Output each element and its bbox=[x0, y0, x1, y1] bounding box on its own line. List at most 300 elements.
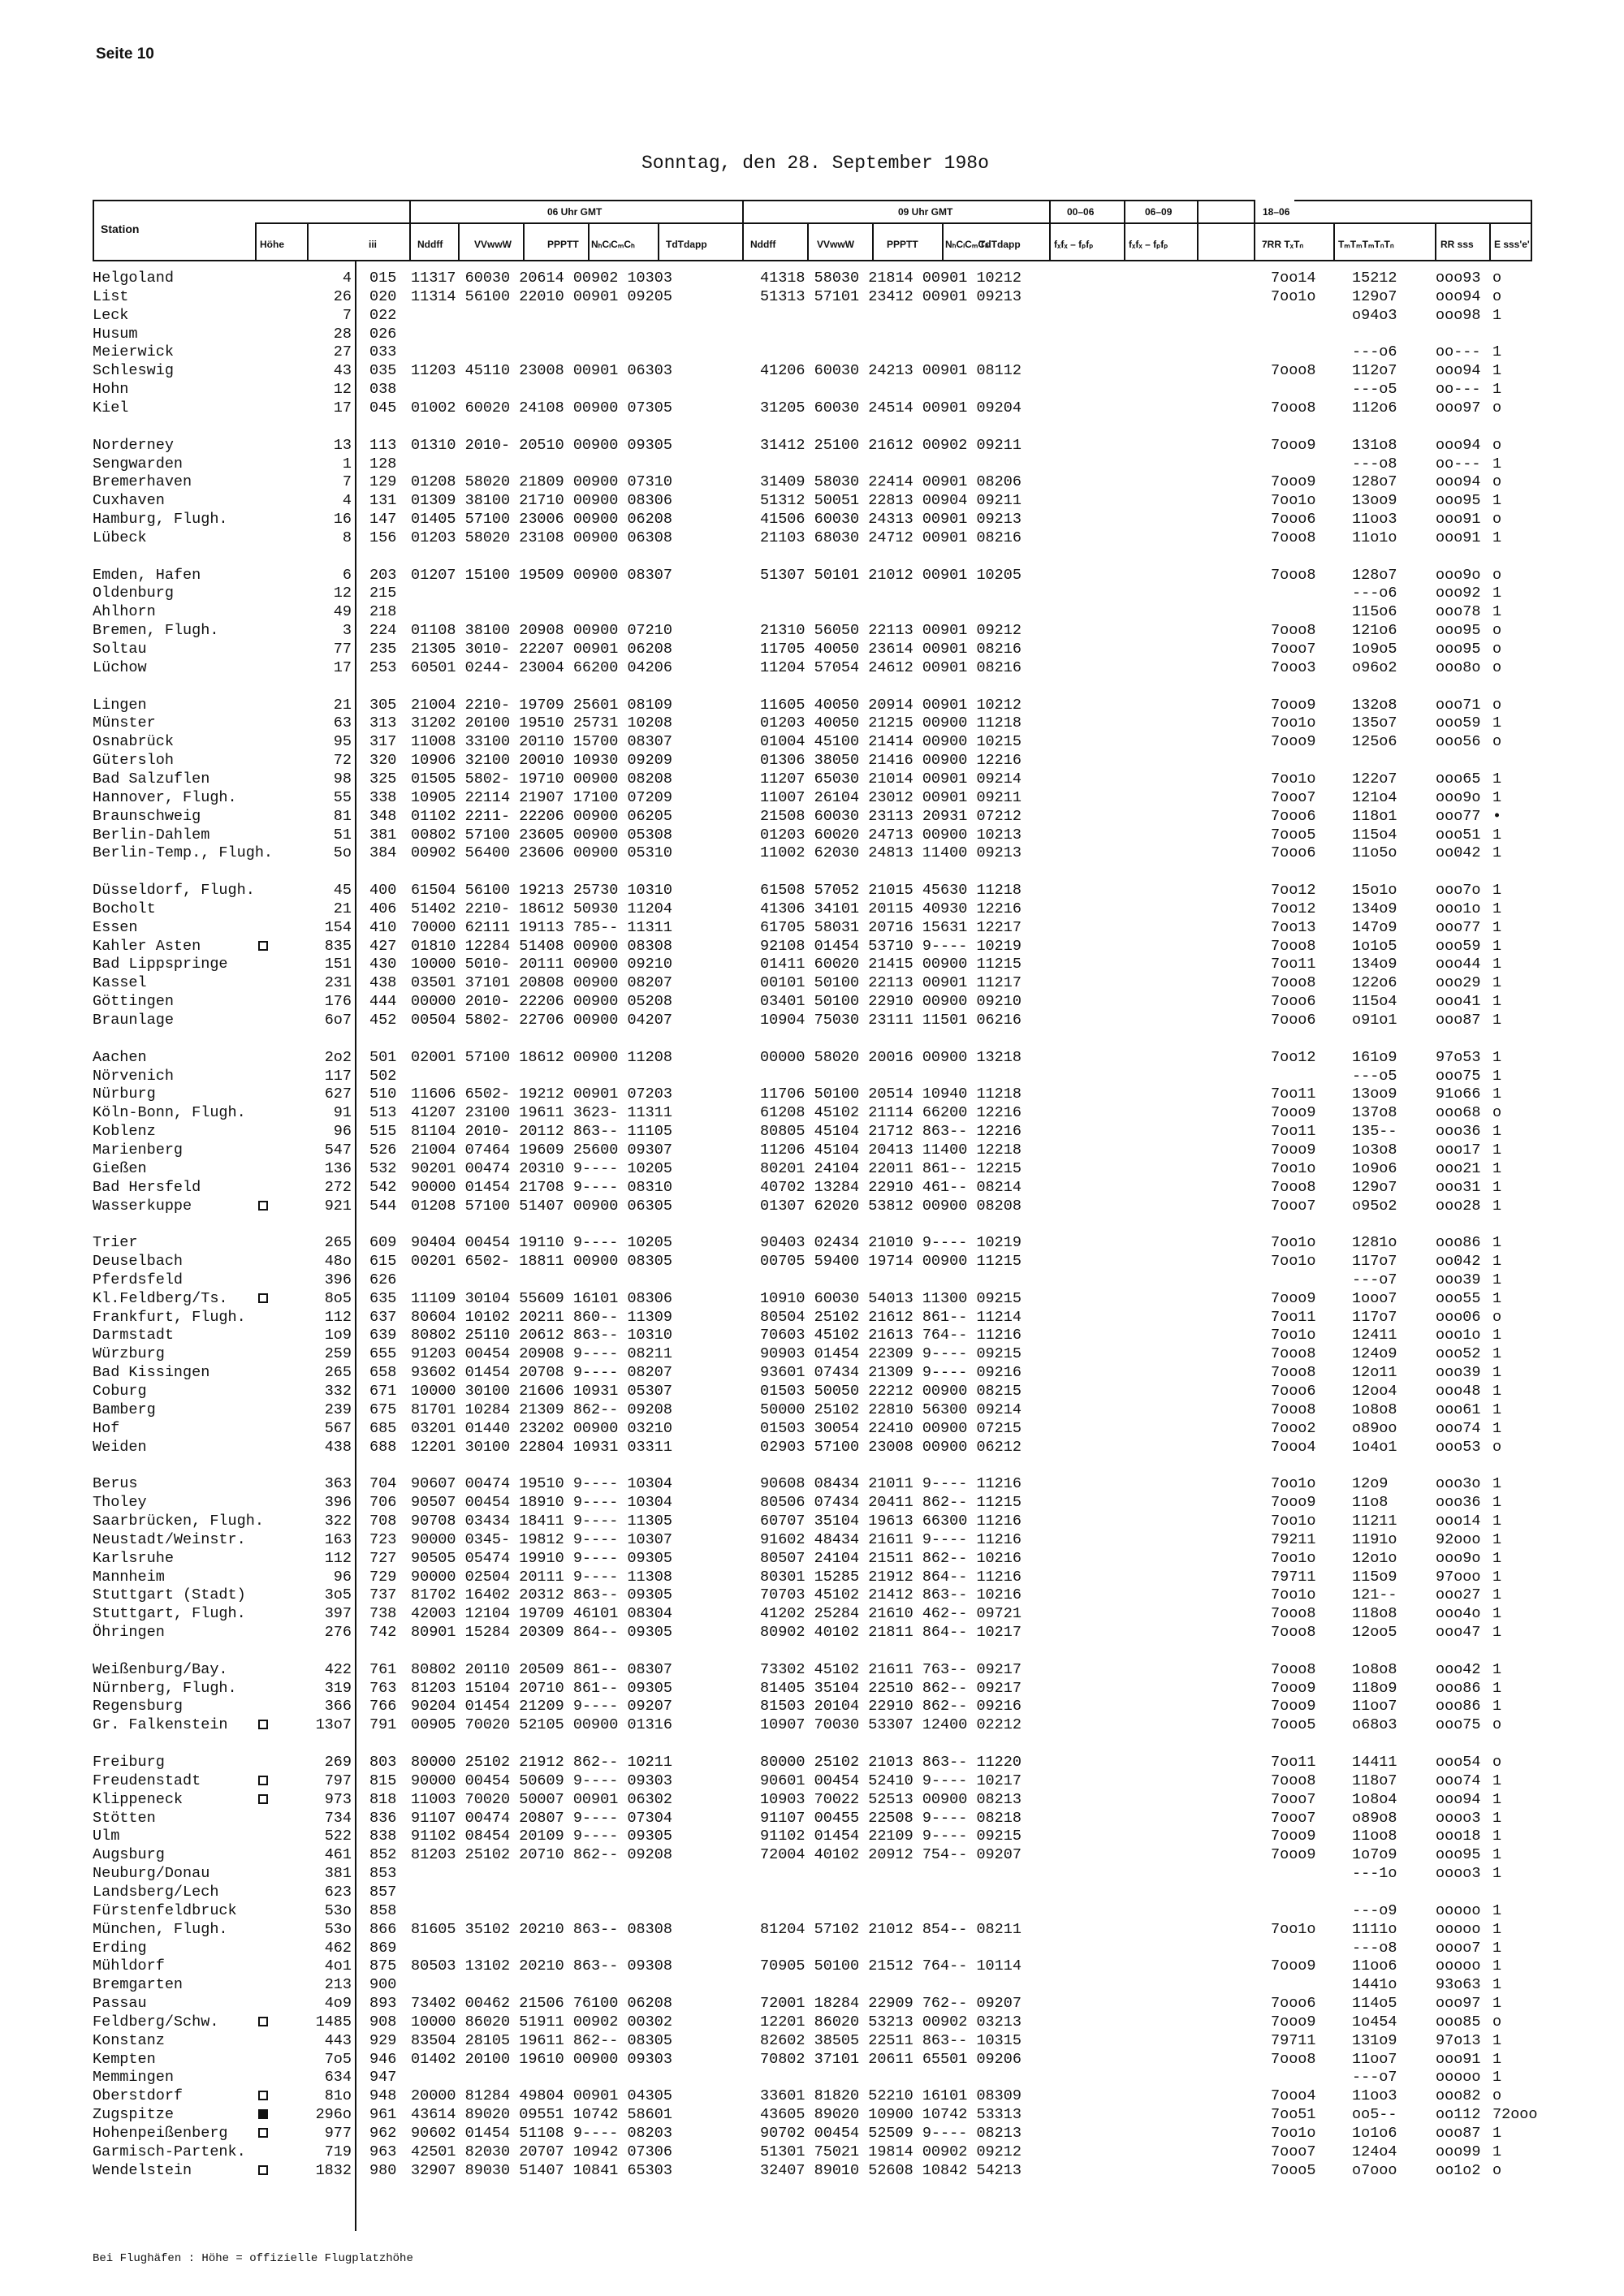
cell-hoehe: 623 bbox=[324, 1884, 352, 1901]
cell-tn: ---1o bbox=[1352, 1865, 1397, 1882]
table-row bbox=[0, 733, 1624, 751]
cell-rr: ooo06 bbox=[1436, 1309, 1481, 1326]
cell-iii: 410 bbox=[369, 919, 397, 936]
cell-iii: 858 bbox=[369, 1902, 397, 1919]
cell-b18: 7ooo9 bbox=[1271, 1698, 1316, 1715]
cell-ee: 1 bbox=[1492, 1475, 1502, 1492]
cell-g09: 51301 75021 19814 00902 09212 bbox=[760, 2143, 1021, 2160]
cell-rr: ooo86 bbox=[1436, 1680, 1481, 1697]
cell-iii: 838 bbox=[369, 1828, 397, 1845]
cell-ee: 1 bbox=[1492, 1624, 1502, 1641]
table-row bbox=[0, 1160, 1624, 1178]
cell-tn: 11o1o bbox=[1352, 529, 1397, 546]
cell-tn: 1o3o8 bbox=[1352, 1142, 1397, 1159]
cell-iii: 542 bbox=[369, 1179, 397, 1196]
table-row bbox=[0, 622, 1624, 640]
cell-g06: 90404 00454 19110 9---- 10205 bbox=[411, 1234, 672, 1251]
cell-hoehe: 4 bbox=[342, 270, 352, 287]
cell-g09: 31412 25100 21612 00902 09211 bbox=[760, 437, 1021, 454]
cell-iii: 946 bbox=[369, 2051, 397, 2068]
cell-g06: 31202 20100 19510 25731 10208 bbox=[411, 714, 672, 732]
cell-hoehe: 98 bbox=[333, 770, 352, 788]
cell-rr: ooo78 bbox=[1436, 603, 1481, 620]
cell-iii: 742 bbox=[369, 1624, 397, 1641]
cell-ee: 1 bbox=[1492, 1957, 1502, 1974]
cell-g06: 81702 16402 20312 863-- 09305 bbox=[411, 1586, 672, 1603]
cell-iii: 929 bbox=[369, 2032, 397, 2049]
cell-ee: 1 bbox=[1492, 1902, 1502, 1919]
cell-iii: 544 bbox=[369, 1198, 397, 1215]
cell-name: Neustadt/Weinstr. bbox=[93, 1531, 246, 1548]
cell-name: Mühldorf bbox=[93, 1957, 165, 1974]
cell-hoehe: 27 bbox=[333, 343, 352, 360]
cell-g09: 11207 65030 21014 00901 09214 bbox=[760, 770, 1021, 788]
table-row bbox=[0, 1179, 1624, 1197]
cell-g09: 60707 35104 19613 66300 11216 bbox=[760, 1513, 1021, 1530]
cell-g06: 81104 2010- 20112 863-- 11105 bbox=[411, 1123, 672, 1140]
cell-tn: 13oo9 bbox=[1352, 1085, 1397, 1103]
cell-hoehe: 53o bbox=[324, 1921, 352, 1938]
cell-g06: 10000 30100 21606 10931 05307 bbox=[411, 1383, 672, 1400]
cell-tn: 161o9 bbox=[1352, 1049, 1397, 1066]
cell-tn: 11oo8 bbox=[1352, 1828, 1397, 1845]
cell-tn: 121-- bbox=[1352, 1586, 1397, 1603]
cell-g09: 91102 01454 22109 9---- 09215 bbox=[760, 1828, 1021, 1845]
cell-name: Neuburg/Donau bbox=[93, 1865, 210, 1882]
cell-name: Emden, Hafen bbox=[93, 567, 201, 584]
cell-ee: 1 bbox=[1492, 1012, 1502, 1029]
cell-rr: ooo42 bbox=[1436, 1661, 1481, 1678]
cell-b18: 7oo11 bbox=[1271, 1123, 1316, 1140]
cell-name: Frankfurt, Flugh. bbox=[93, 1309, 246, 1326]
cell-g09: 51312 50051 22813 00904 09211 bbox=[760, 492, 1021, 509]
cell-ee: o bbox=[1492, 437, 1502, 454]
cell-name: Freiburg bbox=[93, 1754, 165, 1771]
table-row bbox=[0, 1605, 1624, 1623]
cell-b18: 7ooo8 bbox=[1271, 1364, 1316, 1381]
cell-ee: o bbox=[1492, 288, 1502, 305]
cell-tn: ---o7 bbox=[1352, 1271, 1397, 1288]
table-row bbox=[0, 1995, 1624, 2013]
cell-hoehe: 16 bbox=[333, 511, 352, 528]
cell-iii: 430 bbox=[369, 956, 397, 973]
cell-hoehe: 163 bbox=[324, 1531, 352, 1548]
table-row bbox=[0, 399, 1624, 417]
cell-g09: 10904 75030 23111 11501 06216 bbox=[760, 1012, 1021, 1029]
cell-b18: 7oo1o bbox=[1271, 1253, 1316, 1270]
cell-rr: ooo75 bbox=[1436, 1068, 1481, 1085]
cell-tn: 134o9 bbox=[1352, 956, 1397, 973]
cell-b18: 7ooo8 bbox=[1271, 1401, 1316, 1418]
cell-iii: 893 bbox=[369, 1995, 397, 2012]
cell-name: Kiel bbox=[93, 399, 129, 416]
cell-b18: 7ooo6 bbox=[1271, 1012, 1316, 1029]
cell-ee: 1 bbox=[1492, 1364, 1502, 1381]
cell-b18: 7oo1o bbox=[1271, 492, 1316, 509]
cell-tn: 129o7 bbox=[1352, 1179, 1397, 1196]
cell-g06: 90000 01454 21708 9---- 08310 bbox=[411, 1179, 672, 1196]
cell-b18: 7oo1o bbox=[1271, 1921, 1316, 1938]
cell-rr: ooo71 bbox=[1436, 697, 1481, 714]
cell-hoehe: 91 bbox=[333, 1104, 352, 1121]
cell-b18: 7oo1o bbox=[1271, 1327, 1316, 1344]
cell-rr: ooo74 bbox=[1436, 1420, 1481, 1437]
cell-name: Memmingen bbox=[93, 2069, 174, 2086]
cell-name: Osnabrück bbox=[93, 733, 174, 750]
cell-g09: 82602 38505 22511 863-- 10315 bbox=[760, 2032, 1021, 2049]
cell-hoehe: 265 bbox=[324, 1234, 352, 1251]
cell-iii: 675 bbox=[369, 1401, 397, 1418]
cell-g09: 12201 86020 53213 00902 03213 bbox=[760, 2013, 1021, 2031]
cell-b18: 79711 bbox=[1271, 2032, 1316, 2049]
cell-name: Pferdsfeld bbox=[93, 1271, 184, 1288]
cell-g09: 11204 57054 24612 00901 08216 bbox=[760, 659, 1021, 676]
cell-hoehe: 1485 bbox=[315, 2013, 352, 2031]
cell-iii: 129 bbox=[369, 473, 397, 490]
cell-tn: 1281o bbox=[1352, 1234, 1397, 1251]
cell-b18: 7ooo7 bbox=[1271, 1198, 1316, 1215]
cell-hoehe: 397 bbox=[324, 1605, 352, 1622]
table-row bbox=[0, 770, 1624, 788]
cell-name: Stötten bbox=[93, 1810, 156, 1827]
cell-g06: 20000 81284 49804 00901 04305 bbox=[411, 2087, 672, 2104]
cell-name: Lübeck bbox=[93, 529, 147, 546]
cell-ee: o bbox=[1492, 473, 1502, 490]
cell-rr: ooo14 bbox=[1436, 1513, 1481, 1530]
cell-hoehe: 977 bbox=[324, 2125, 352, 2142]
table-row bbox=[0, 993, 1624, 1011]
cell-name: Berlin-Temp., Flugh. bbox=[93, 844, 274, 861]
cell-iii: 857 bbox=[369, 1884, 397, 1901]
table-row bbox=[0, 307, 1624, 325]
table-row bbox=[0, 808, 1624, 826]
cell-name: Soltau bbox=[93, 641, 147, 658]
cell-hoehe: 17 bbox=[333, 659, 352, 676]
cell-rr: ooo86 bbox=[1436, 1698, 1481, 1715]
cell-rr: ooo17 bbox=[1436, 1142, 1481, 1159]
cell-rr: ooo3o bbox=[1436, 1475, 1481, 1492]
cell-iii: 022 bbox=[369, 307, 397, 324]
cell-b18: 7ooo9 bbox=[1271, 1104, 1316, 1121]
cell-g09: 31409 58030 22414 00901 08206 bbox=[760, 473, 1021, 490]
cell-iii: 427 bbox=[369, 938, 397, 955]
table-row bbox=[0, 1569, 1624, 1586]
cell-b18: 7oo13 bbox=[1271, 919, 1316, 936]
cell-ee: 1 bbox=[1492, 900, 1502, 917]
cell-iii: 900 bbox=[369, 1976, 397, 1993]
open-square-icon bbox=[258, 1293, 268, 1303]
cell-g06: 21305 3010- 22207 00901 06208 bbox=[411, 641, 672, 658]
cell-tn: 1o4o1 bbox=[1352, 1439, 1397, 1456]
cell-ee: 1 bbox=[1492, 2069, 1502, 2086]
cell-hoehe: 835 bbox=[324, 938, 352, 955]
cell-hoehe: 154 bbox=[324, 919, 352, 936]
cell-hoehe: 276 bbox=[324, 1624, 352, 1641]
cell-ee: 1 bbox=[1492, 1605, 1502, 1622]
cell-g06: 90708 03434 18411 9---- 11305 bbox=[411, 1513, 672, 1530]
cell-g06: 90607 00474 19510 9---- 10304 bbox=[411, 1475, 672, 1492]
open-square-icon bbox=[258, 1201, 268, 1211]
cell-ee: 1 bbox=[1492, 1085, 1502, 1103]
cell-g09: 10910 60030 54013 11300 09215 bbox=[760, 1290, 1021, 1307]
cell-hoehe: 4 bbox=[342, 492, 352, 509]
cell-hoehe: 49 bbox=[333, 603, 352, 620]
cell-name: Freudenstadt bbox=[93, 1772, 201, 1789]
table-row bbox=[0, 900, 1624, 918]
cell-iii: 384 bbox=[369, 844, 397, 861]
cell-tn: 117o7 bbox=[1352, 1253, 1397, 1270]
cell-g06: 11109 30104 55609 16101 08306 bbox=[411, 1290, 672, 1307]
cell-tn: 124o9 bbox=[1352, 1345, 1397, 1362]
table-row bbox=[0, 1791, 1624, 1809]
cell-hoehe: 7o5 bbox=[324, 2051, 352, 2068]
cell-rr: ooo7o bbox=[1436, 882, 1481, 899]
cell-rr: ooo95 bbox=[1436, 622, 1481, 639]
cell-ee: o bbox=[1492, 399, 1502, 416]
cell-b18: 7ooo7 bbox=[1271, 1810, 1316, 1827]
cell-tn: o96o2 bbox=[1352, 659, 1397, 676]
cell-g06: 12201 30100 22804 10931 03311 bbox=[411, 1439, 672, 1456]
cell-name: Gießen bbox=[93, 1160, 147, 1177]
cell-ee: o bbox=[1492, 659, 1502, 676]
cell-hoehe: 567 bbox=[324, 1420, 352, 1437]
cell-g09: 90903 01454 22309 9---- 09215 bbox=[760, 1345, 1021, 1362]
cell-hoehe: 7 bbox=[342, 473, 352, 490]
table-row bbox=[0, 1364, 1624, 1382]
cell-rr: ooo94 bbox=[1436, 362, 1481, 379]
cell-tn: ---o6 bbox=[1352, 585, 1397, 602]
cell-g09: 41306 34101 20115 40930 12216 bbox=[760, 900, 1021, 917]
cell-ee: 1 bbox=[1492, 919, 1502, 936]
cell-hoehe: 21 bbox=[333, 697, 352, 714]
cell-rr: ooo55 bbox=[1436, 1290, 1481, 1307]
cell-hoehe: 3o5 bbox=[324, 1586, 352, 1603]
cell-tn: 115o4 bbox=[1352, 993, 1397, 1010]
cell-g06: 01309 38100 21710 00900 08306 bbox=[411, 492, 672, 509]
cell-tn: o89o8 bbox=[1352, 1810, 1397, 1827]
cell-name: Weißenburg/Bay. bbox=[93, 1661, 228, 1678]
cell-ee: 1 bbox=[1492, 770, 1502, 788]
cell-g09: 93601 07434 21309 9---- 09216 bbox=[760, 1364, 1021, 1381]
cell-tn: 11oo3 bbox=[1352, 511, 1397, 528]
cell-b18: 7oo1o bbox=[1271, 1475, 1316, 1492]
cell-iii: 875 bbox=[369, 1957, 397, 1974]
cell-g09: 31205 60030 24514 00901 09204 bbox=[760, 399, 1021, 416]
cell-ee: 1 bbox=[1492, 882, 1502, 899]
cell-tn: 11211 bbox=[1352, 1513, 1397, 1530]
cell-g09: 21508 60030 23113 20931 07212 bbox=[760, 808, 1021, 825]
table-row bbox=[0, 714, 1624, 732]
cell-rr: ooo98 bbox=[1436, 307, 1481, 324]
cell-hoehe: 12 bbox=[333, 585, 352, 602]
table-row bbox=[0, 697, 1624, 714]
cell-g06: 21004 07464 19609 25600 09307 bbox=[411, 1142, 672, 1159]
cell-g09: 90702 00454 52509 9---- 08213 bbox=[760, 2125, 1021, 2142]
cell-tn: oo5-- bbox=[1352, 2106, 1397, 2123]
cell-b18: 7oo1o bbox=[1271, 1234, 1316, 1251]
cell-tn: 118o1 bbox=[1352, 808, 1397, 825]
cell-g09: 01306 38050 21416 00900 12216 bbox=[760, 752, 1021, 769]
cell-tn: 1o8o4 bbox=[1352, 1791, 1397, 1808]
cell-hoehe: 462 bbox=[324, 1940, 352, 1957]
cell-ee: 1 bbox=[1492, 381, 1502, 398]
cell-rr: ooo59 bbox=[1436, 938, 1481, 955]
header-period-18-06: 18–06 bbox=[1263, 206, 1290, 218]
cell-b18: 79211 bbox=[1271, 1531, 1316, 1548]
cell-g09: 80000 25102 21013 863-- 11220 bbox=[760, 1754, 1021, 1771]
cell-ee: o bbox=[1492, 2162, 1502, 2179]
cell-rr: ooo29 bbox=[1436, 974, 1481, 991]
cell-g09: 40702 13284 22910 461-- 08214 bbox=[760, 1179, 1021, 1196]
table-row bbox=[0, 1142, 1624, 1159]
cell-hoehe: 7 bbox=[342, 307, 352, 324]
cell-iii: 947 bbox=[369, 2069, 397, 2086]
cell-name: Braunlage bbox=[93, 1012, 174, 1029]
table-row bbox=[0, 1846, 1624, 1864]
cell-ee: 1 bbox=[1492, 993, 1502, 1010]
cell-g09: 91602 48434 21611 9---- 11216 bbox=[760, 1531, 1021, 1548]
cell-b18: 7ooo2 bbox=[1271, 1420, 1316, 1437]
cell-tn: ---o6 bbox=[1352, 343, 1397, 360]
cell-hoehe: 265 bbox=[324, 1364, 352, 1381]
cell-g09: 80301 15285 21912 864-- 11216 bbox=[760, 1569, 1021, 1586]
cell-ee: 1 bbox=[1492, 2051, 1502, 2068]
cell-hoehe: 112 bbox=[324, 1550, 352, 1567]
cell-name: Meierwick bbox=[93, 343, 174, 360]
cell-b18: 7ooo4 bbox=[1271, 1439, 1316, 1456]
cell-ee: o bbox=[1492, 622, 1502, 639]
table-row bbox=[0, 1327, 1624, 1344]
cell-b18: 7ooo5 bbox=[1271, 826, 1316, 844]
cell-name: Hamburg, Flugh. bbox=[93, 511, 228, 528]
cell-tn: 12411 bbox=[1352, 1327, 1397, 1344]
cell-g06: 21004 2210- 19709 25601 08109 bbox=[411, 697, 672, 714]
cell-tn: ---o7 bbox=[1352, 2069, 1397, 2086]
cell-tn: 1191o bbox=[1352, 1531, 1397, 1548]
cell-g09: 81204 57102 21012 854-- 08211 bbox=[760, 1921, 1021, 1938]
cell-g06: 01310 2010- 20510 00900 09305 bbox=[411, 437, 672, 454]
cell-iii: 852 bbox=[369, 1846, 397, 1863]
header-clouds-06: NₕCₗCₘCₕ bbox=[591, 239, 635, 250]
cell-g06: 11003 70020 50007 00901 06302 bbox=[411, 1791, 672, 1808]
cell-rr: ooo91 bbox=[1436, 511, 1481, 528]
table-row bbox=[0, 2087, 1624, 2105]
cell-tn: 11o8 bbox=[1352, 1494, 1389, 1511]
table-row bbox=[0, 1513, 1624, 1530]
cell-g09: 81503 20104 22910 862-- 09216 bbox=[760, 1698, 1021, 1715]
table-row bbox=[0, 1550, 1624, 1568]
cell-tn: 135o7 bbox=[1352, 714, 1397, 732]
cell-tn: 12oo5 bbox=[1352, 1624, 1397, 1641]
cell-rr: ooo85 bbox=[1436, 2013, 1481, 2031]
header-tn: TₘTₘTₘTₙTₙ bbox=[1338, 239, 1394, 250]
header-pppt-06: PPPTT bbox=[547, 239, 579, 250]
footnote: Bei Flughäfen : Höhe = offizielle Flugplatzhöhe bbox=[93, 2252, 413, 2265]
cell-iii: 685 bbox=[369, 1420, 397, 1437]
cell-b18: 7oo1o bbox=[1271, 1586, 1316, 1603]
table-row bbox=[0, 1345, 1624, 1363]
cell-name: Fürstenfeldbruck bbox=[93, 1902, 237, 1919]
table-row bbox=[0, 1068, 1624, 1085]
cell-g09: 61705 58031 20716 15631 12217 bbox=[760, 919, 1021, 936]
cell-rr: ooooo bbox=[1436, 2069, 1481, 2086]
cell-iii: 131 bbox=[369, 492, 397, 509]
cell-hoehe: 26 bbox=[333, 288, 352, 305]
cell-tn: 137o8 bbox=[1352, 1104, 1397, 1121]
open-square-icon bbox=[258, 1720, 268, 1729]
cell-tn: 1o1o5 bbox=[1352, 938, 1397, 955]
cell-iii: 526 bbox=[369, 1142, 397, 1159]
cell-name: Konstanz bbox=[93, 2032, 165, 2049]
open-square-icon bbox=[258, 1794, 268, 1804]
table-row bbox=[0, 1494, 1624, 1512]
cell-g06: 03201 01440 23202 00900 03210 bbox=[411, 1420, 672, 1437]
cell-iii: 729 bbox=[369, 1569, 397, 1586]
cell-rr: ooo97 bbox=[1436, 1995, 1481, 2012]
cell-name: Husum bbox=[93, 326, 138, 343]
cell-g06: 11203 45110 23008 00901 06303 bbox=[411, 362, 672, 379]
cell-tn: 12o11 bbox=[1352, 1364, 1397, 1381]
cell-iii: 038 bbox=[369, 381, 397, 398]
cell-g06: 10000 5010- 20111 00900 09210 bbox=[411, 956, 672, 973]
cell-tn: 129o7 bbox=[1352, 288, 1397, 305]
cell-iii: 723 bbox=[369, 1531, 397, 1548]
cell-g06: 83504 28105 19611 862-- 08305 bbox=[411, 2032, 672, 2049]
cell-b18: 7oo1o bbox=[1271, 714, 1316, 732]
cell-name: Bamberg bbox=[93, 1401, 156, 1418]
cell-iii: 963 bbox=[369, 2143, 397, 2160]
cell-ee: o bbox=[1492, 2013, 1502, 2031]
cell-b18: 7ooo5 bbox=[1271, 1716, 1316, 1733]
cell-iii: 045 bbox=[369, 399, 397, 416]
cell-tn: 125o6 bbox=[1352, 733, 1397, 750]
table-row bbox=[0, 1957, 1624, 1975]
cell-name: Leck bbox=[93, 307, 129, 324]
cell-ee: o bbox=[1492, 2087, 1502, 2104]
cell-g06: 81203 15104 20710 861-- 09305 bbox=[411, 1680, 672, 1697]
header-09-gmt: 09 Uhr GMT bbox=[898, 206, 953, 218]
cell-iii: 626 bbox=[369, 1271, 397, 1288]
table-row bbox=[0, 1716, 1624, 1734]
cell-g06: 90201 00474 20310 9---- 10205 bbox=[411, 1160, 672, 1177]
header-iii: iii bbox=[369, 239, 378, 250]
cell-g09: 01411 60020 21415 00900 11215 bbox=[760, 956, 1021, 973]
table-row bbox=[0, 1383, 1624, 1400]
cell-rr: ooo95 bbox=[1436, 1846, 1481, 1863]
cell-rr: ooo39 bbox=[1436, 1364, 1481, 1381]
cell-g09: 61208 45102 21114 66200 12216 bbox=[760, 1104, 1021, 1121]
cell-g06: 80802 20110 20509 861-- 08307 bbox=[411, 1661, 672, 1678]
cell-hoehe: 396 bbox=[324, 1494, 352, 1511]
cell-hoehe: 522 bbox=[324, 1828, 352, 1845]
cell-g06: 81203 25102 20710 862-- 09208 bbox=[411, 1846, 672, 1863]
cell-rr: ooo97 bbox=[1436, 399, 1481, 416]
cell-hoehe: 366 bbox=[324, 1698, 352, 1715]
cell-g09: 92108 01454 53710 9---- 10219 bbox=[760, 938, 1021, 955]
cell-name: München, Flugh. bbox=[93, 1921, 228, 1938]
cell-g09: 10907 70030 53307 12400 02212 bbox=[760, 1716, 1021, 1733]
open-square-icon bbox=[258, 2165, 268, 2175]
cell-g06: 73402 00462 21506 76100 06208 bbox=[411, 1995, 672, 2012]
cell-hoehe: 322 bbox=[324, 1513, 352, 1530]
table-row bbox=[0, 1253, 1624, 1271]
cell-rr: ooo59 bbox=[1436, 714, 1481, 732]
cell-tn: 14411 bbox=[1352, 1754, 1397, 1771]
cell-ee: 1 bbox=[1492, 1828, 1502, 1845]
cell-name: Öhringen bbox=[93, 1624, 165, 1641]
cell-g09: 70703 45102 21412 863-- 10216 bbox=[760, 1586, 1021, 1603]
table-row bbox=[0, 2051, 1624, 2069]
